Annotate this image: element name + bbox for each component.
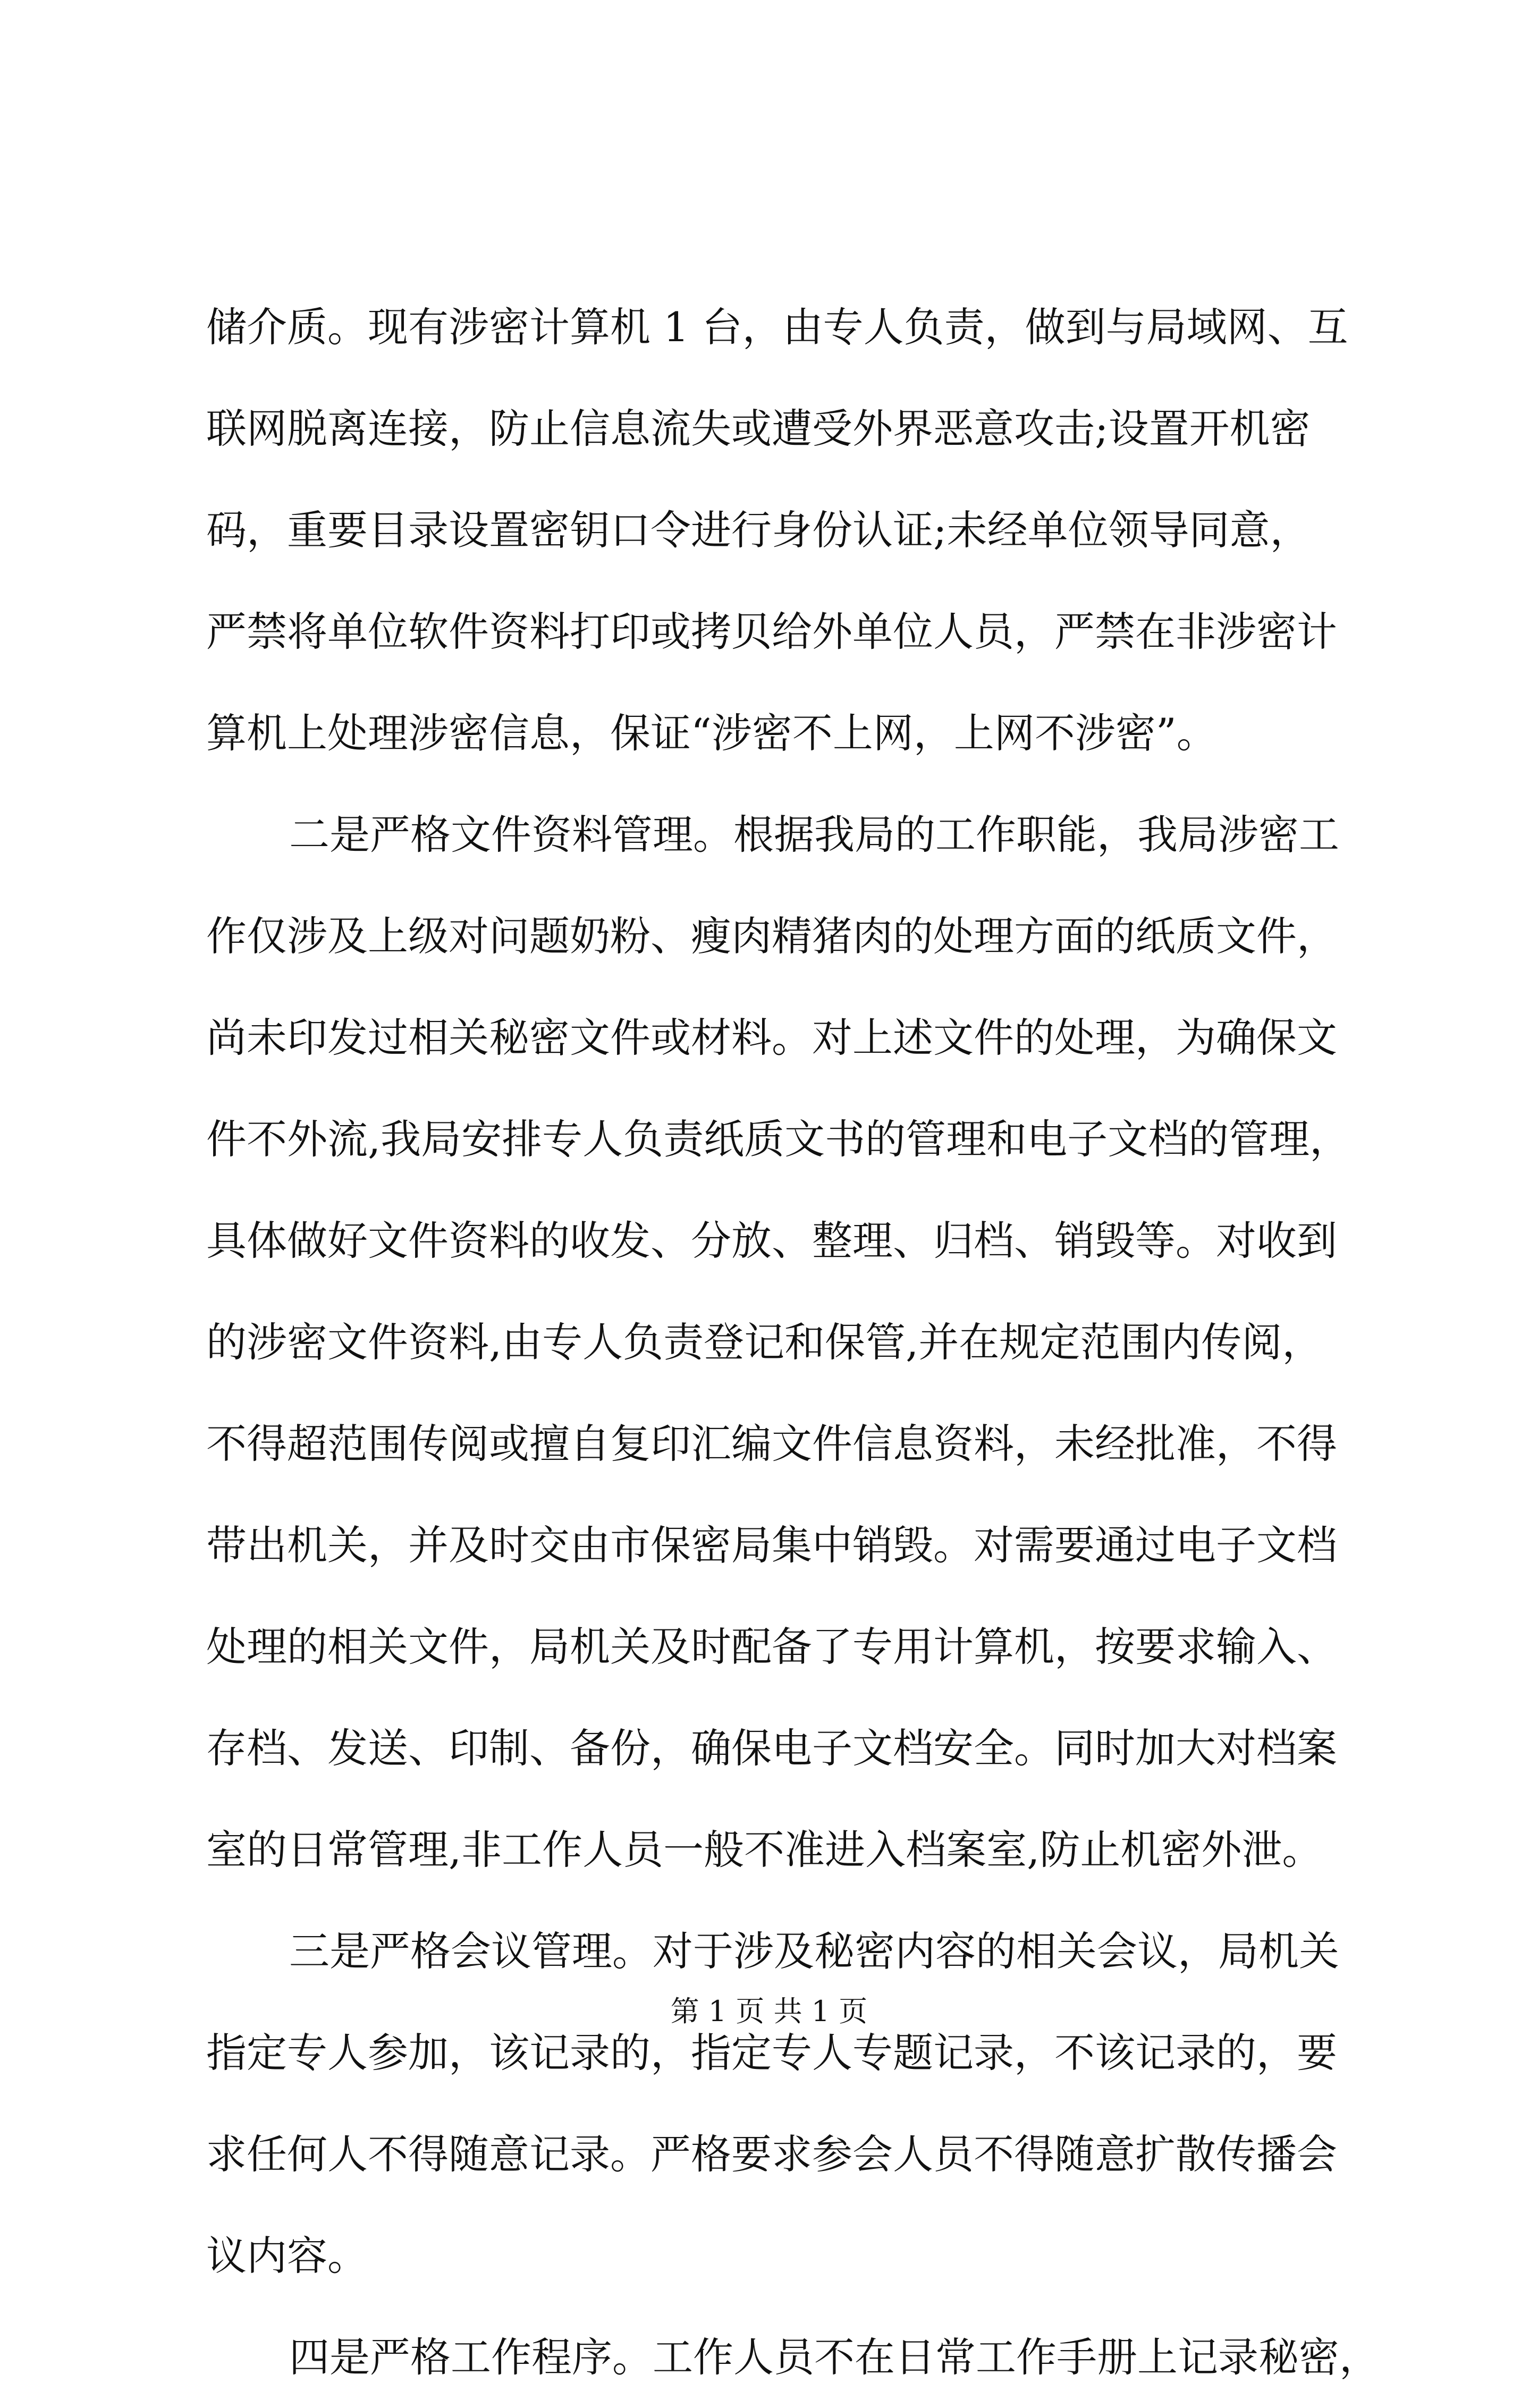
text-line: 存档、发送、印制、备份，确保电子文档安全。同时加大对档案 xyxy=(206,1725,1337,1772)
text-line: 处理的相关文件，局机关及时配备了专用计算机，按要求输入、 xyxy=(206,1623,1337,1670)
text-line: 联网脱离连接，防止信息流失或遭受外界恶意攻击;设置开机密 xyxy=(206,405,1311,452)
paragraph-start-line: 三是严格会议管理。对于涉及秘密内容的相关会议，局机关 xyxy=(289,1928,1339,1975)
paragraph-start-line: 二是严格文件资料管理。根据我局的工作职能，我局涉密工 xyxy=(289,811,1339,858)
text-line: 码，重要目录设置密钥口令进行身份认证;未经单位领导同意， xyxy=(206,506,1311,554)
text-line: 议内容。 xyxy=(206,2232,368,2279)
text-line: 的涉密文件资料,由专人负责登记和保管,并在规定范围内传阅， xyxy=(206,1319,1323,1366)
text-line: 不得超范围传阅或擅自复印汇编文件信息资料，未经批准，不得 xyxy=(206,1420,1337,1467)
text-line: 尚未印发过相关秘密文件或材料。对上述文件的处理，为确保文 xyxy=(206,1014,1337,1061)
text-line: 指定专人参加，该记录的，指定专人专题记录，不该记录的，要 xyxy=(206,2029,1337,2076)
text-line: 具体做好文件资料的收发、分放、整理、归档、销毁等。对收到 xyxy=(206,1217,1337,1264)
text-line: 带出机关，并及时交由市保密局集中销毁。对需要通过电子文档 xyxy=(206,1522,1337,1569)
text-line: 算机上处理涉密信息，保证“涉密不上网，上网不涉密”。 xyxy=(206,709,1217,757)
text-line: 室的日常管理,非工作人员一般不准进入档案室,防止机密外泄。 xyxy=(206,1826,1323,1873)
text-line: 件不外流,我局安排专人负责纸质文书的管理和电子文档的管理， xyxy=(206,1116,1350,1163)
text-line: 求任何人不得随意记录。严格要求参会人员不得随意扩散传播会 xyxy=(206,2131,1337,2178)
document-body xyxy=(206,276,1380,2408)
text-line: 储介质。现有涉密计算机 1 台，由专人负责，做到与局域网、互 xyxy=(206,303,1348,351)
paragraph-start-line: 四是严格工作程序。工作人员不在日常工作手册上记录秘密， xyxy=(289,2334,1380,2381)
page-number-footer: 第 1 页 共 1 页 xyxy=(670,1995,868,2028)
text-line: 严禁将单位软件资料打印或拷贝给外单位人员，严禁在非涉密计 xyxy=(206,608,1337,655)
text-line: 作仅涉及上级对问题奶粉、瘦肉精猪肉的处理方面的纸质文件， xyxy=(206,912,1337,960)
